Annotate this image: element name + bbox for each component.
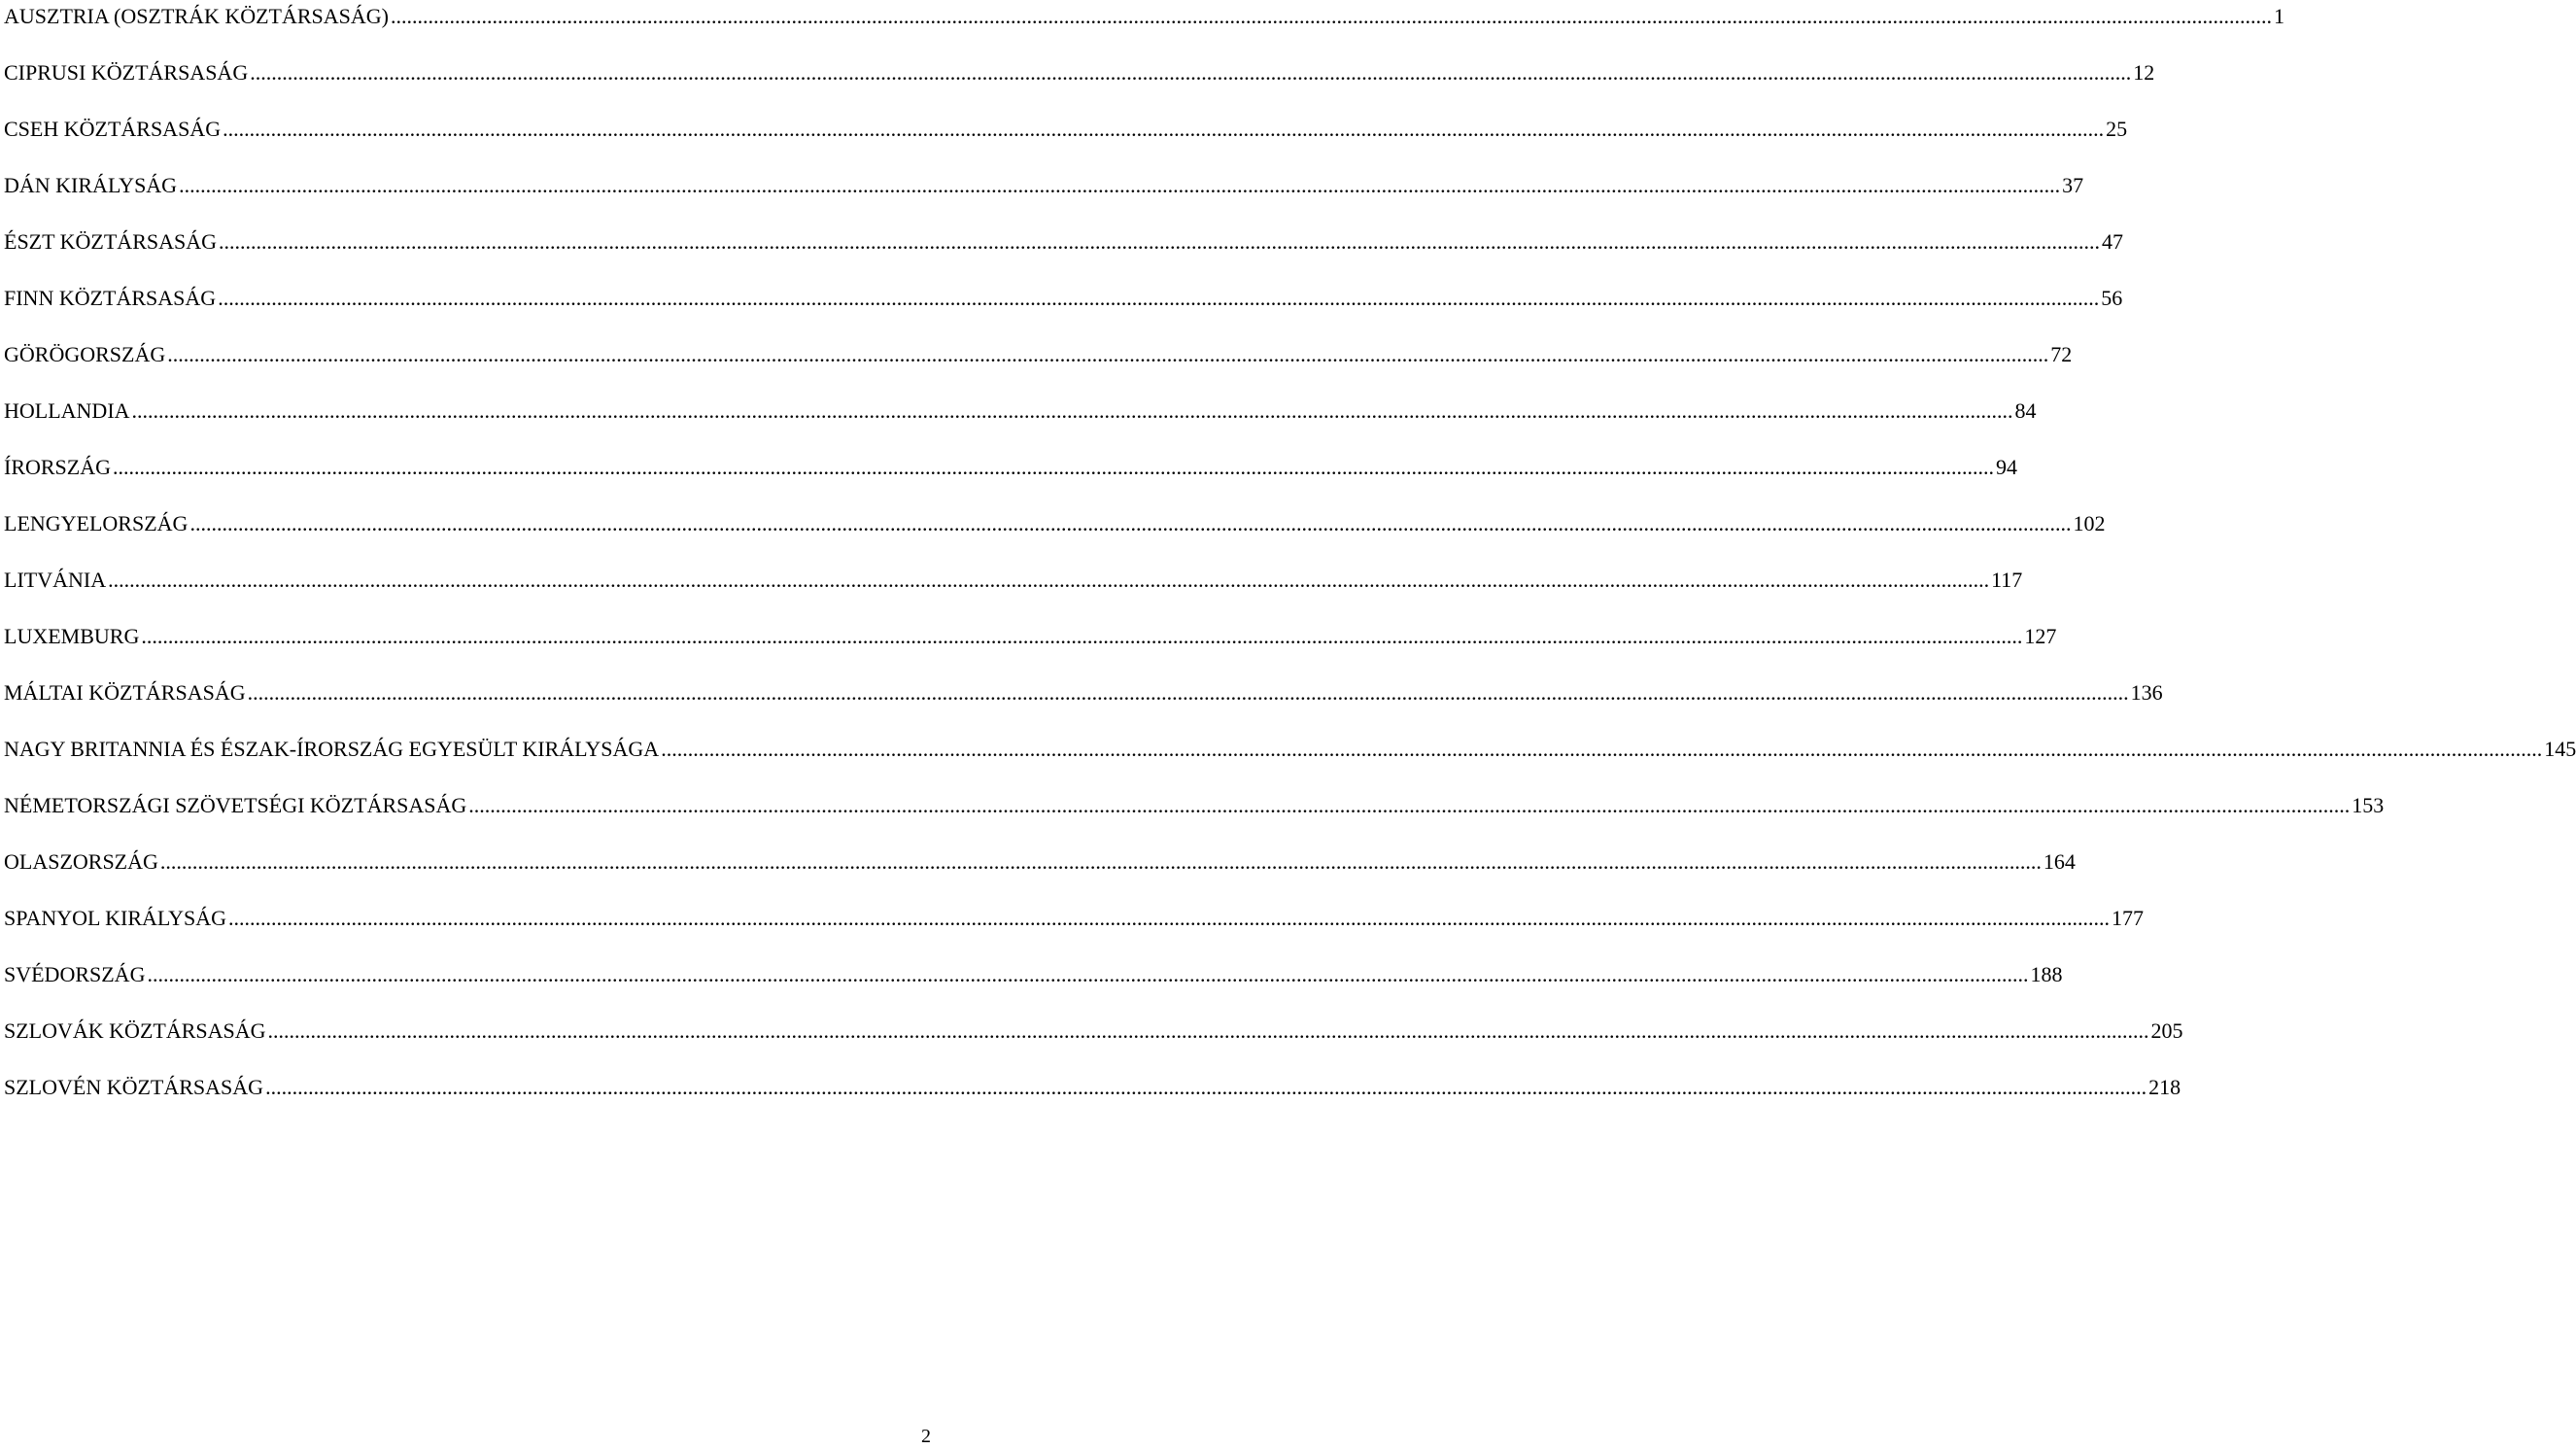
- toc-entry-page: 102: [2073, 511, 2106, 535]
- toc-leader-dots: ................................................................................................................................................................................................................................................................................................................................................................: [661, 737, 2543, 761]
- toc-entry[interactable]: [4, 113, 2128, 169]
- toc-leader-dots: ................................................................................................................................................................................................................................................................................................................................................................: [179, 173, 2061, 197]
- toc-entry-title: OLASZORSZÁG: [4, 849, 158, 874]
- toc-leader-dots: ................................................................................................................................................................................................................................................................................................................................................................: [189, 511, 2072, 535]
- toc-entry-title: CIPRUSI KÖZTÁRSASÁG: [4, 60, 249, 85]
- toc-entry[interactable]: [4, 1071, 2181, 1127]
- toc-entry-page: 205: [2150, 1018, 2183, 1043]
- toc-entry-title: SZLOVÉN KÖZTÁRSASÁG: [4, 1075, 264, 1099]
- toc-leader-dots: ................................................................................................................................................................................................................................................................................................................................................................: [113, 455, 1995, 479]
- toc-entry-page: 127: [2024, 624, 2057, 648]
- table-of-contents: [4, 0, 2576, 1127]
- toc-entry[interactable]: [4, 395, 2037, 451]
- toc-leader-dots: ................................................................................................................................................................................................................................................................................................................................................................: [147, 962, 2029, 986]
- toc-entry[interactable]: [4, 789, 2385, 845]
- toc-entry-page: 72: [2050, 342, 2073, 366]
- toc-entry-page: 94: [1996, 455, 2018, 479]
- toc-leader-dots: ................................................................................................................................................................................................................................................................................................................................................................: [131, 398, 2013, 423]
- toc-entry[interactable]: [4, 676, 2163, 733]
- toc-entry-title: FINN KÖZTÁRSASÁG: [4, 286, 217, 310]
- toc-entry-page: 47: [2102, 229, 2124, 254]
- toc-entry-page: 12: [2133, 60, 2155, 85]
- toc-entry-page: 136: [2130, 680, 2163, 705]
- toc-entry-page: 1: [2274, 4, 2285, 28]
- toc-entry-page: 218: [2148, 1075, 2181, 1099]
- toc-entry-page: 56: [2101, 286, 2123, 310]
- toc-leader-dots: ................................................................................................................................................................................................................................................................................................................................................................: [250, 60, 2132, 85]
- toc-entry-title: DÁN KIRÁLYSÁG: [4, 173, 178, 197]
- toc-leader-dots: ................................................................................................................................................................................................................................................................................................................................................................: [167, 342, 2049, 366]
- toc-entry[interactable]: [4, 564, 2023, 620]
- toc-entry[interactable]: [4, 620, 2057, 676]
- toc-leader-dots: ................................................................................................................................................................................................................................................................................................................................................................: [265, 1075, 2147, 1099]
- toc-entry-title: LENGYELORSZÁG: [4, 511, 189, 535]
- toc-entry-title: LITVÁNIA: [4, 568, 107, 592]
- toc-entry-title: NÉMETORSZÁGI SZÖVETSÉGI KÖZTÁRSASÁG: [4, 793, 467, 817]
- toc-entry-title: CSEH KÖZTÁRSASÁG: [4, 117, 222, 141]
- toc-entry[interactable]: [4, 169, 2084, 225]
- toc-leader-dots: ................................................................................................................................................................................................................................................................................................................................................................: [468, 793, 2351, 817]
- toc-entry-page: 84: [2014, 398, 2037, 423]
- toc-entry-page: 188: [2030, 962, 2063, 986]
- toc-entry-title: SZLOVÁK KÖZTÁRSASÁG: [4, 1018, 266, 1043]
- toc-entry-title: NAGY BRITANNIA ÉS ÉSZAK-ÍRORSZÁG EGYESÜLT KIRÁLYSÁGA: [4, 737, 660, 761]
- toc-entry-page: 145: [2544, 737, 2576, 761]
- toc-leader-dots: ................................................................................................................................................................................................................................................................................................................................................................: [218, 286, 2100, 310]
- toc-entry-title: HOLLANDIA: [4, 398, 130, 423]
- toc-entry-page: 117: [1991, 568, 2023, 592]
- toc-entry-title: GÖRÖGORSZÁG: [4, 342, 166, 366]
- toc-leader-dots: ................................................................................................................................................................................................................................................................................................................................................................: [391, 4, 2273, 28]
- toc-entry[interactable]: [4, 507, 2106, 564]
- toc-entry-title: MÁLTAI KÖZTÁRSASÁG: [4, 680, 246, 705]
- toc-entry[interactable]: [4, 1015, 2183, 1071]
- toc-entry-title: SVÉDORSZÁG: [4, 962, 146, 986]
- toc-leader-dots: ................................................................................................................................................................................................................................................................................................................................................................: [108, 568, 1990, 592]
- toc-leader-dots: ................................................................................................................................................................................................................................................................................................................................................................: [267, 1018, 2149, 1043]
- toc-leader-dots: ................................................................................................................................................................................................................................................................................................................................................................: [219, 229, 2101, 254]
- toc-entry[interactable]: [4, 845, 2076, 902]
- toc-entry-title: ÍRORSZÁG: [4, 455, 112, 479]
- toc-entry[interactable]: [4, 56, 2155, 113]
- toc-entry[interactable]: [4, 958, 2063, 1015]
- toc-leader-dots: ................................................................................................................................................................................................................................................................................................................................................................: [141, 624, 2023, 648]
- toc-entry-title: AUSZTRIA (OSZTRÁK KÖZTÁRSASÁG): [4, 4, 390, 28]
- toc-entry-page: 37: [2062, 173, 2084, 197]
- toc-entry[interactable]: [4, 451, 2018, 507]
- toc-entry[interactable]: [4, 733, 2576, 789]
- toc-entry-title: ÉSZT KÖZTÁRSASÁG: [4, 229, 218, 254]
- toc-leader-dots: ................................................................................................................................................................................................................................................................................................................................................................: [247, 680, 2129, 705]
- toc-entry[interactable]: [4, 282, 2123, 338]
- toc-entry[interactable]: [4, 902, 2145, 958]
- toc-leader-dots: ................................................................................................................................................................................................................................................................................................................................................................: [223, 117, 2105, 141]
- toc-entry[interactable]: [4, 338, 2073, 395]
- page-number: 2: [921, 1426, 931, 1447]
- toc-entry-title: SPANYOL KIRÁLYSÁG: [4, 906, 227, 930]
- toc-entry-page: 153: [2352, 793, 2385, 817]
- toc-entry-page: 177: [2112, 906, 2145, 930]
- toc-leader-dots: ................................................................................................................................................................................................................................................................................................................................................................: [228, 906, 2111, 930]
- toc-leader-dots: ................................................................................................................................................................................................................................................................................................................................................................: [159, 849, 2042, 874]
- toc-entry-title: LUXEMBURG: [4, 624, 140, 648]
- toc-entry-page: 25: [2106, 117, 2128, 141]
- toc-entry[interactable]: [4, 225, 2124, 282]
- toc-entry-page: 164: [2043, 849, 2076, 874]
- toc-entry[interactable]: [4, 0, 2285, 56]
